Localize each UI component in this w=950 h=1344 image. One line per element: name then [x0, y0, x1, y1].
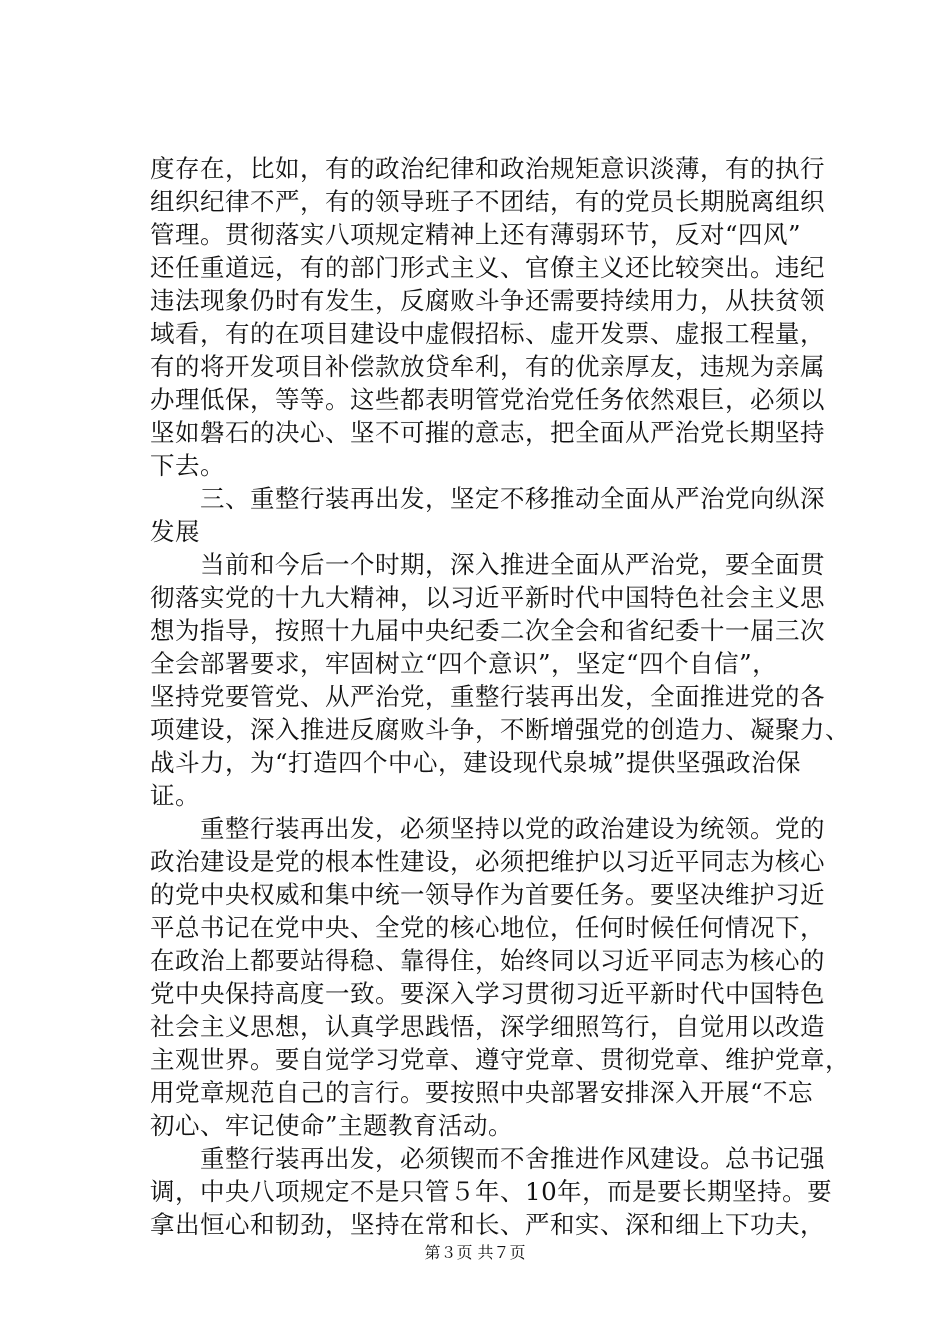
text-line: 还任重道远，有的部门形式主义、官僚主义还比较突出。违纪 — [150, 253, 825, 282]
text-line: 办理低保，等等。这些都表明管党治党任务依然艰巨，必须以 — [150, 385, 825, 414]
text-line: 在政治上都要站得稳、靠得住，始终同以习近平同志为核心的 — [150, 946, 825, 975]
text-line: 彻落实党的十九大精神，以习近平新时代中国特色社会主义思 — [150, 583, 825, 612]
text-line: 域看，有的在项目建设中虚假招标、虚开发票、虚报工程量， — [150, 319, 825, 348]
text-line: 全会部署要求，牢固树立“四个意识”，坚定“四个自信”， — [150, 649, 778, 678]
text-line: 坚如磐石的决心、坚不可摧的意志，把全面从严治党长期坚持 — [150, 418, 825, 447]
text-line: 坚持党要管党、从严治党，重整行装再出发，全面推进党的各 — [150, 682, 825, 711]
text-line: 有的将开发项目补偿款放贷牟利，有的优亲厚友，违规为亲属 — [150, 352, 825, 381]
text-line: 重整行装再出发，必须锲而不舍推进作风建设。总书记强 — [150, 1144, 825, 1173]
text-line: 社会主义思想，认真学思践悟，深学细照笃行，自觉用以改造 — [150, 1012, 825, 1041]
document-body — [150, 152, 850, 1241]
text-line: 拿出恒心和韧劲，坚持在常和长、严和实、深和细上下功夫， — [150, 1210, 825, 1239]
text-line: 想为指导，按照十九届中央纪委二次全会和省纪委十一届三次 — [150, 616, 825, 645]
text-line: 政治建设是党的根本性建设，必须把维护以习近平同志为核心 — [150, 847, 825, 876]
text-line: 党中央保持高度一致。要深入学习贯彻习近平新时代中国特色 — [150, 979, 825, 1008]
text-line: 当前和今后一个时期，深入推进全面从严治党，要全面贯 — [150, 550, 825, 579]
section-heading-line: 发展 — [150, 517, 200, 546]
text-line: 平总书记在党中央、全党的核心地位，任何时候任何情况下， — [150, 913, 825, 942]
text-line: 调，中央八项规定不是只管５年、10年，而是要长期坚持。要 — [150, 1177, 833, 1206]
text-line: 组织纪律不严，有的领导班子不团结，有的党员长期脱离组织 — [150, 187, 825, 216]
text-line: 战斗力，为“打造四个中心，建设现代泉城”提供坚强政治保 — [150, 748, 802, 777]
text-line: 主观世界。要自觉学习党章、遵守党章、贯彻党章、维护党章， — [150, 1045, 850, 1074]
text-line: 度存在，比如，有的政治纪律和政治规矩意识淡薄，有的执行 — [150, 154, 825, 183]
text-line: 管理。贯彻落实八项规定精神上还有薄弱环节，反对“四风” — [150, 220, 802, 249]
text-line: 违法现象仍时有发生，反腐败斗争还需要持续用力，从扶贫领 — [150, 286, 825, 315]
text-line: 项建设，深入推进反腐败斗争，不断增强党的创造力、凝聚力、 — [150, 715, 850, 744]
text-line: 证。 — [150, 781, 200, 810]
section-heading-line: 三、重整行装再出发，坚定不移推动全面从严治党向纵深 — [150, 484, 825, 513]
text-line: 的党中央权威和集中统一领导作为首要任务。要坚决维护习近 — [150, 880, 825, 909]
text-line: 用党章规范自己的言行。要按照中央部署安排深入开展“不忘 — [150, 1078, 814, 1107]
text-line: 下去。 — [150, 451, 225, 480]
text-line: 重整行装再出发，必须坚持以党的政治建设为统领。党的 — [150, 814, 825, 843]
text-line: 初心、牢记使命”主题教育活动。 — [150, 1111, 514, 1140]
page-number-footer: 第３页 共７页 — [424, 1243, 526, 1262]
